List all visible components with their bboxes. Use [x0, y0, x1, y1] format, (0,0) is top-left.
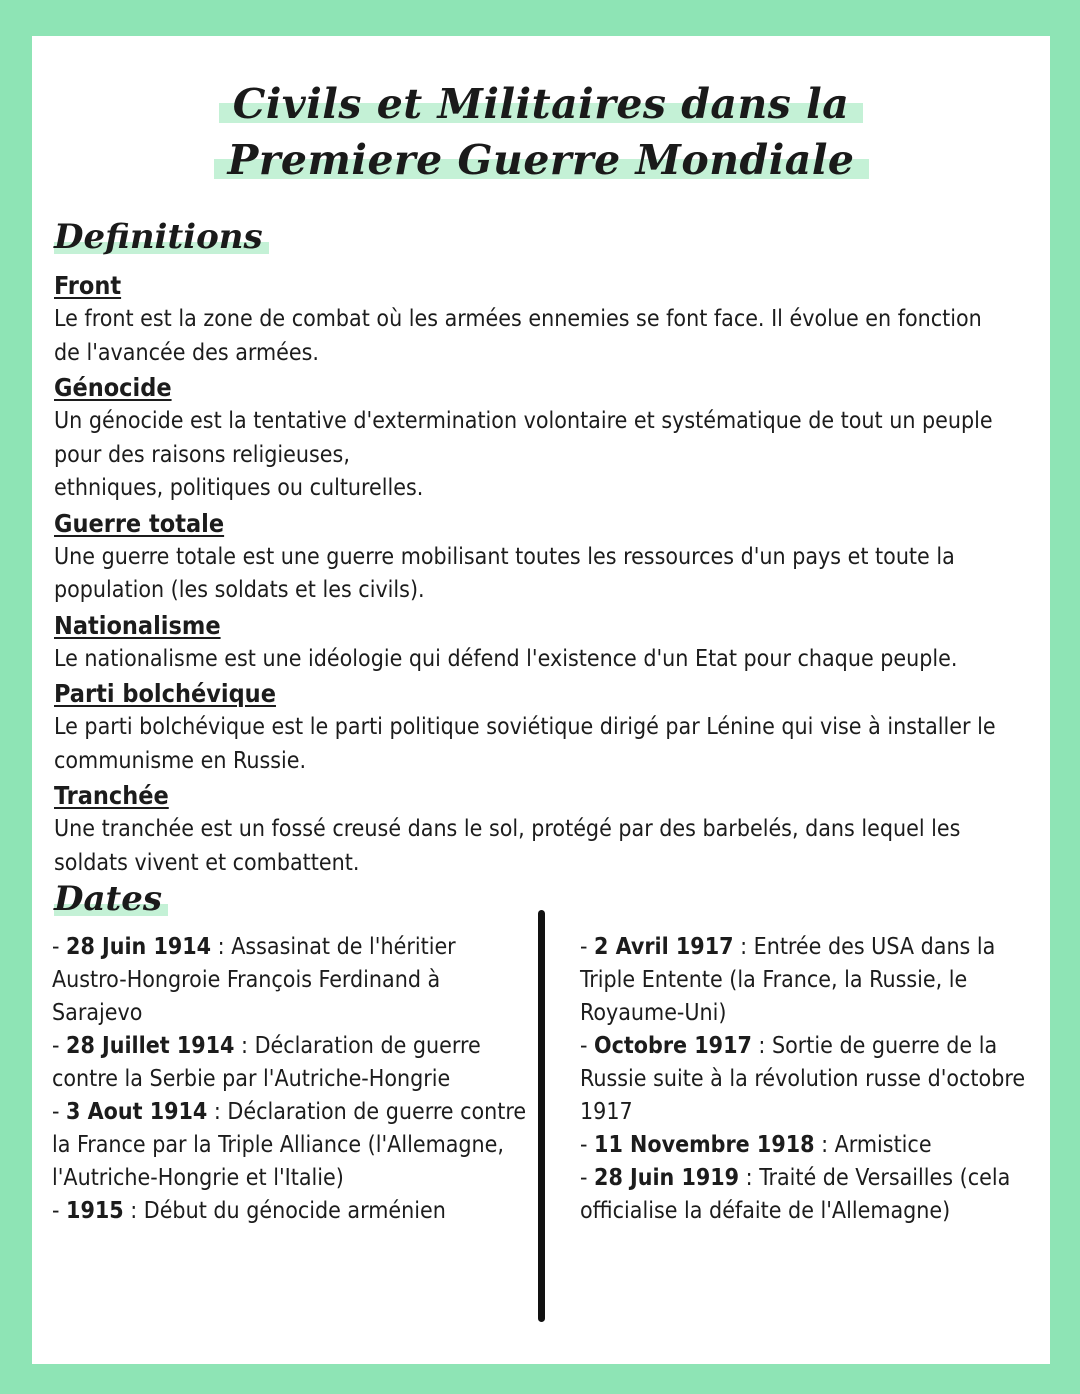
definitions-heading: Definitions — [54, 220, 269, 254]
date-label: 28 Juin 1914 — [66, 934, 212, 960]
date-entry: - 11 Novembre 1918 : Armistice — [580, 1132, 932, 1158]
date-entry: - 1915 : Début du génocide arménien — [52, 1198, 446, 1224]
definition-item — [54, 506, 1014, 608]
definition-text: Le parti bolchévique est le parti politique soviétique dirigé par Lénine qui vise à installer le communisme en Russie. — [54, 714, 996, 774]
date-description: Sortie de guerre de la Russie suite à la révolution russe d'octobre 1917 — [580, 1033, 1026, 1125]
definition-text: Une tranchée est un fossé creusé dans le sol, protégé par des barbelés, dans lequel les soldats vivent et combattent. — [54, 816, 961, 876]
definition-term: Guerre totale — [54, 508, 225, 538]
title-line-2: Premiere Guerre Mondiale — [32, 140, 1050, 181]
definition-term: Génocide — [54, 373, 172, 402]
definition-text: Un génocide est la tentative d'extermination volontaire et systématique de tout un peuple pour des raisons religieuses, — [54, 408, 993, 468]
definition-text: Le nationalisme est une idéologie qui défend l'existence d'un Etat pour chaque peuple. — [54, 645, 958, 672]
definition-term: Front — [54, 271, 122, 300]
definition-term: Tranchée — [54, 781, 169, 810]
definition-item — [54, 608, 1014, 677]
dates-column-left — [52, 931, 532, 1228]
date-description: Armistice — [834, 1132, 932, 1158]
date-description: Déclaration de guerre contre la France par la Triple Alliance (l'Allemagne, l'Autriche-Hongrie et l'Italie) — [52, 1099, 527, 1191]
date-entry: - 2 Avril 1917 : Entrée des USA dans la Triple Entente (la France, la Russie, le Royaume-Uni) — [580, 934, 996, 1026]
dates-column-right — [580, 931, 1030, 1228]
date-label: 3 Aout 1914 — [66, 1099, 208, 1125]
date-label: 28 Juillet 1914 — [66, 1033, 235, 1059]
definition-term: Parti bolchévique — [54, 679, 276, 708]
date-entry: - 28 Juin 1919 : Traité de Versailles (cela officialise la défaite de l'Allemagne) — [580, 1165, 1011, 1224]
date-label: 28 Juin 1919 — [594, 1165, 740, 1191]
date-label: 2 Avril 1917 — [594, 934, 734, 960]
date-description: Traité de Versailles (cela officialise la défaite de l'Allemagne) — [580, 1165, 1011, 1224]
column-divider — [538, 910, 545, 1322]
date-description: Assasinat de l'héritier Austro-Hongroie François Ferdinand à Sarajevo — [52, 934, 456, 1026]
date-label: 1915 — [66, 1198, 124, 1224]
date-entry: - Octobre 1917 : Sortie de guerre de la Russie suite à la révolution russe d'octobre 1917 — [580, 1033, 1026, 1125]
definition-item — [54, 370, 1014, 506]
date-label: Octobre 1917 — [594, 1033, 752, 1059]
date-entry: - 3 Aout 1914 : Déclaration de guerre contre la France par la Triple Alliance (l'Allemagne, l'Autriche-Hongrie et l'Italie) — [52, 1099, 527, 1191]
dates-heading: Dates — [54, 882, 168, 916]
definition-item — [54, 268, 1014, 370]
date-description: Déclaration de guerre contre la Serbie par l'Autriche-Hongrie — [52, 1033, 481, 1092]
title-line-1: Civils et Militaires dans la — [32, 84, 1050, 125]
definition-item — [54, 778, 1014, 880]
note-page — [32, 36, 1050, 1364]
definition-text: Le front est la zone de combat où les armées ennemies se font face. Il évolue en fonction de l'avancée des armées. — [54, 306, 982, 366]
definition-text: Une guerre totale est une guerre mobilisant toutes les ressources d'un pays et toute la population (les soldats et les civils). — [54, 543, 955, 603]
date-entry: - 28 Juillet 1914 : Déclaration de guerre contre la Serbie par l'Autriche-Hongrie — [52, 1033, 481, 1092]
date-description: Entrée des USA dans la Triple Entente (la France, la Russie, le Royaume-Uni) — [580, 934, 996, 1026]
definition-item — [54, 676, 1014, 778]
date-entry: - 28 Juin 1914 : Assasinat de l'héritier Austro-Hongroie François Ferdinand à Sarajevo — [52, 934, 456, 1026]
date-description: Début du génocide arménien — [143, 1198, 446, 1224]
definition-text-continued: ethniques, politiques ou culturelles. — [54, 475, 424, 501]
definitions-list — [54, 268, 1014, 880]
date-label: 11 Novembre 1918 — [594, 1132, 815, 1158]
definition-term: Nationalisme — [54, 610, 221, 640]
